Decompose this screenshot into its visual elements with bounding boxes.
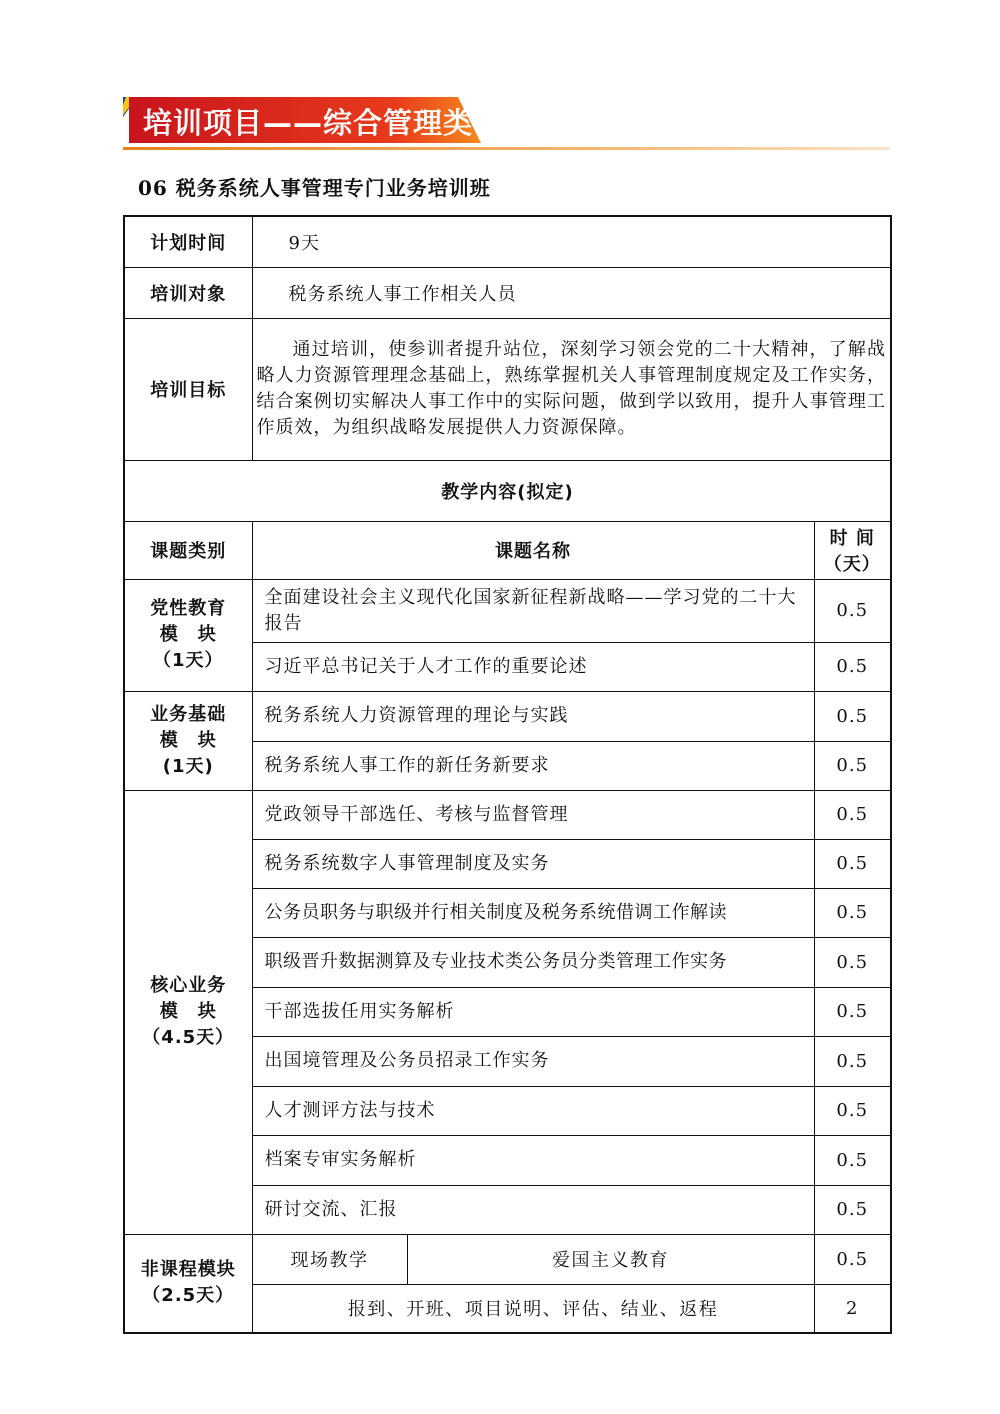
module-noncourse [124, 1234, 252, 1333]
topic-days: 0.5 [814, 839, 891, 888]
topic-days: 0.5 [814, 691, 891, 741]
topic-name: 人才测评方法与技术 [252, 1086, 814, 1135]
topic-name: 档案专审实务解析 [252, 1135, 814, 1185]
topic-days: 0.5 [814, 1185, 891, 1234]
plan-time-value: 9天 [252, 216, 891, 267]
module-basic [124, 691, 252, 790]
table-row [124, 691, 891, 741]
module-basic-line1: 业务基础 [150, 703, 227, 725]
section-banner [123, 97, 890, 153]
topic-days: 0.5 [814, 579, 891, 642]
module-core-line1: 核心业务 [150, 975, 227, 996]
field-teaching-value: 爱国主义教育 [407, 1234, 814, 1284]
target-label: 培训对象 [124, 267, 252, 318]
table-row [124, 1234, 891, 1284]
module-core-line3: （4.5天） [142, 1027, 235, 1048]
topic-name: 习近平总书记关于人才工作的重要论述 [252, 642, 814, 691]
topic-days: 0.5 [814, 1234, 891, 1284]
topic-name: 税务系统人力资源管理的理论与实践 [252, 691, 814, 741]
goal-row [124, 318, 891, 460]
col-category-header: 课题类别 [124, 521, 252, 579]
module-noncourse-line2: （2.5天） [142, 1285, 235, 1307]
module-basic-line2: 模 块 [159, 729, 217, 751]
module-party-line2: 模 块 [159, 624, 217, 645]
topic-days: 0.5 [814, 987, 891, 1036]
target-row [124, 267, 891, 318]
field-teaching-label: 现场教学 [252, 1234, 407, 1284]
col-time-header [814, 521, 891, 579]
course-title: 06 税务系统人事管理专门业务培训班 [138, 176, 491, 200]
module-core [124, 790, 252, 1234]
table-row [124, 579, 891, 642]
plan-time-row [124, 216, 891, 267]
topic-days: 0.5 [814, 741, 891, 790]
topic-name: 职级晋升数据测算及专业技术类公务员分类管理工作实务 [252, 937, 814, 987]
module-party [124, 579, 252, 691]
topic-name: 公务员职务与职级并行相关制度及税务系统借调工作解读 [252, 888, 814, 937]
topic-days: 0.5 [814, 1086, 891, 1135]
topic-name: 干部选拔任用实务解析 [252, 987, 814, 1036]
topic-days: 0.5 [814, 888, 891, 937]
module-core-line2: 模 块 [159, 1001, 217, 1022]
col-time-line1: 时 间 [829, 528, 875, 549]
module-party-line1: 党性教育 [150, 598, 227, 619]
topic-name: 党政领导干部选任、考核与监督管理 [252, 790, 814, 839]
banner-title: 培训项目——综合管理类 [143, 106, 474, 140]
topic-days: 0.5 [814, 1036, 891, 1086]
module-basic-line3: (1天) [162, 755, 214, 777]
content-section-title: 教学内容(拟定) [124, 460, 891, 521]
topic-name: 税务系统数字人事管理制度及实务 [252, 839, 814, 888]
target-value: 税务系统人事工作相关人员 [252, 267, 891, 318]
topic-name: 研讨交流、汇报 [252, 1185, 814, 1234]
topic-name: 出国境管理及公务员招录工作实务 [252, 1036, 814, 1086]
goal-label: 培训目标 [124, 318, 252, 460]
column-header-row [124, 521, 891, 579]
goal-value: 通过培训，使参训者提升站位，深刻学习领会党的二十大精神，了解战略人力资源管理理念基础上，熟练掌握机关人事管理制度规定及工作实务，结合案例切实解决人事工作中的实际问题，做到学以致用，提升人事管理工作质效，为组织战略发展提供人力资源保障。 [252, 318, 891, 460]
topic-name: 全面建设社会主义现代化国家新征程新战略——学习党的二十大报告 [252, 579, 814, 642]
module-noncourse-line1: 非课程模块 [140, 1259, 236, 1281]
col-time-line2: （天） [823, 554, 881, 575]
topic-name: 税务系统人事工作的新任务新要求 [252, 741, 814, 790]
topic-days: 0.5 [814, 937, 891, 987]
topic-days: 2 [814, 1284, 891, 1333]
topic-days: 0.5 [814, 790, 891, 839]
topic-days: 0.5 [814, 1135, 891, 1185]
plan-time-label: 计划时间 [124, 216, 252, 267]
table-row [124, 790, 891, 839]
content-section-row [124, 460, 891, 521]
module-party-line3: （1天） [152, 650, 224, 671]
topic-days: 0.5 [814, 642, 891, 691]
col-name-header: 课题名称 [252, 521, 814, 579]
course-table [123, 215, 892, 1334]
admin-items: 报到、开班、项目说明、评估、结业、返程 [252, 1284, 814, 1333]
